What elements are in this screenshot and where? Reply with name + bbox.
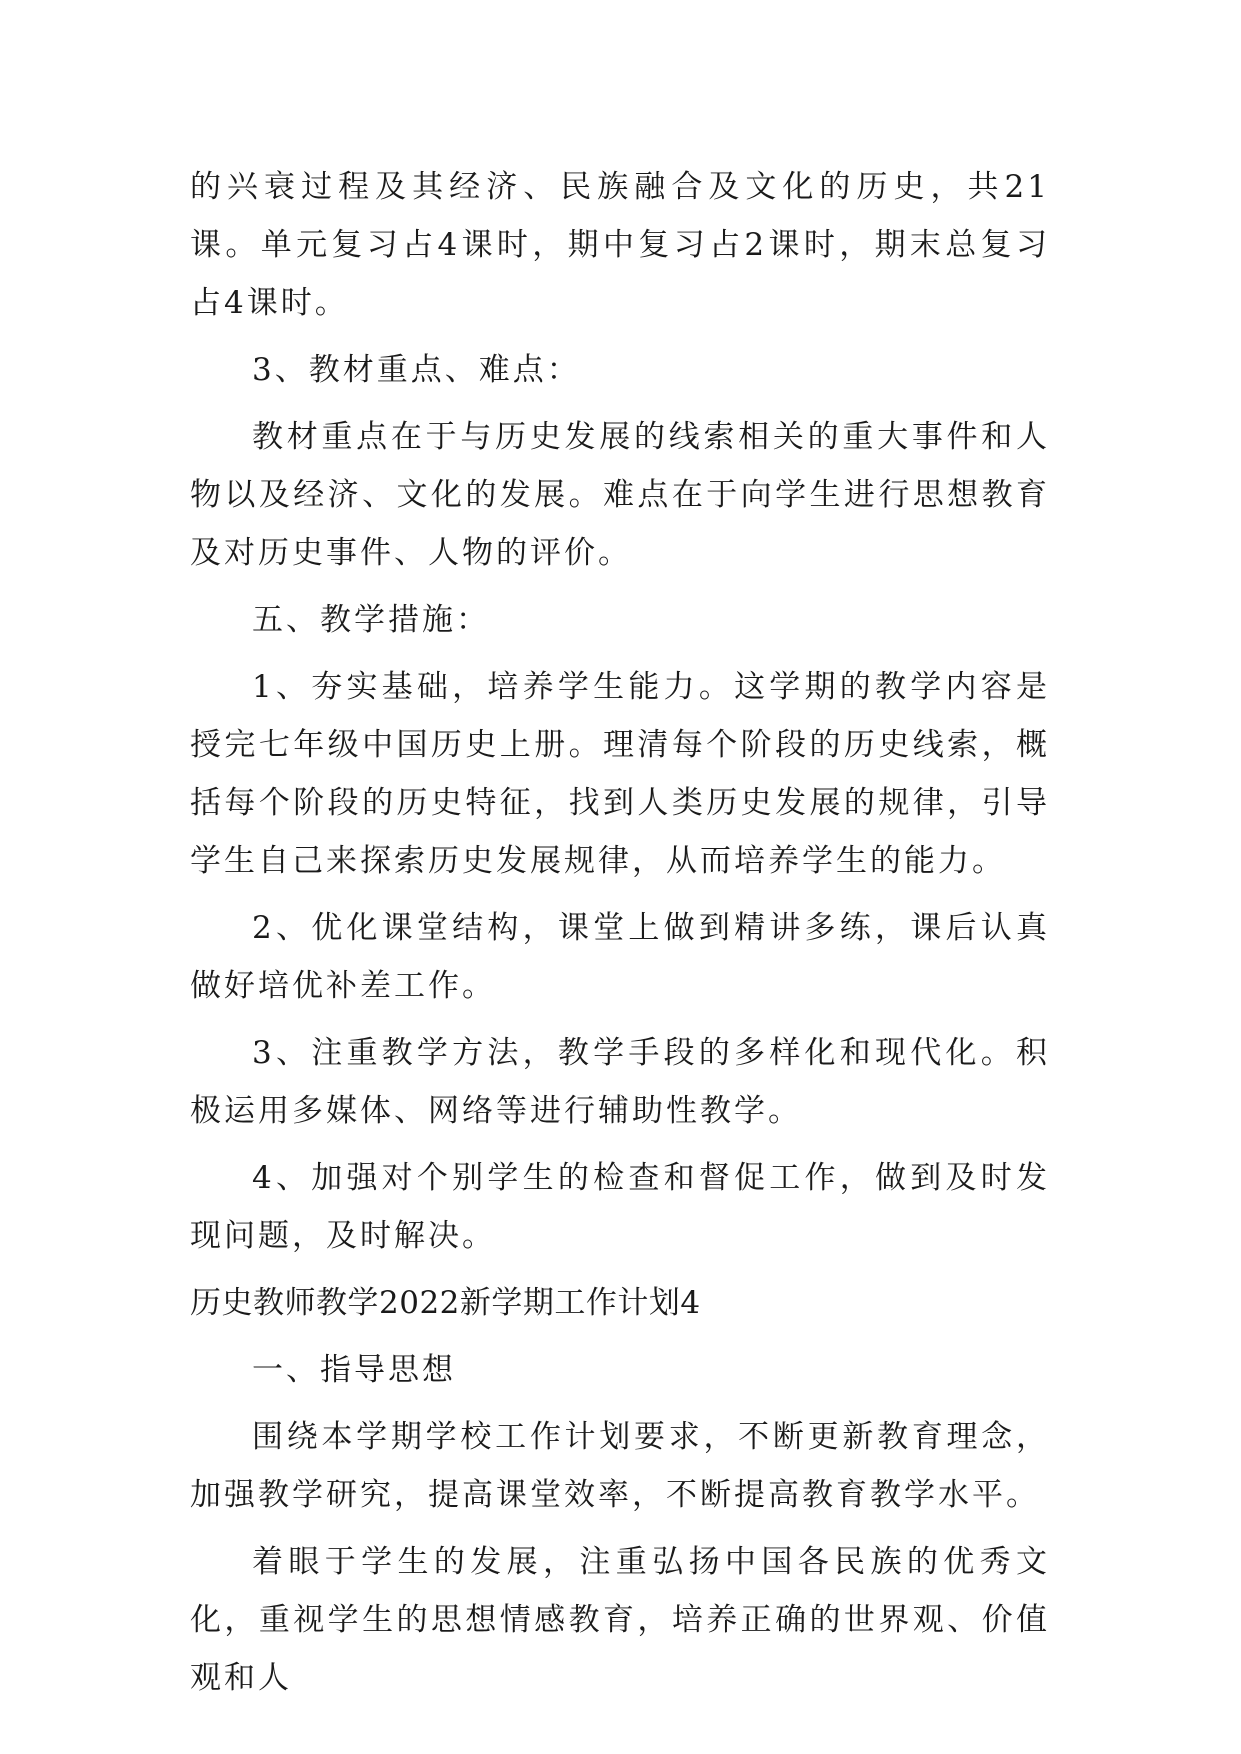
paragraph-measure-2: 2、优化课堂结构，课堂上做到精讲多练，课后认真做好培优补差工作。 xyxy=(190,910,1050,1004)
paragraph-key-points: 教材重点在于与历史发展的线索相关的重大事件和人物以及经济、文化的发展。难点在于向学生进行思想教育及对历史事件、人物的评价。 xyxy=(190,419,1050,571)
paragraph-guiding-2: 着眼于学生的发展，注重弘扬中国各民族的优秀文化，重视学生的思想情感教育，培养正确的世界观、价值观和人 xyxy=(190,1544,1050,1696)
paragraph-measures-heading: 五、教学措施： xyxy=(252,602,490,638)
section-title: 历史教师教学2022新学期工作计划4 xyxy=(190,1285,701,1321)
paragraph-key-points-heading: 3、教材重点、难点： xyxy=(252,352,581,388)
paragraph-course-overview: 的兴衰过程及其经济、民族融合及文化的历史，共21课。单元复习占4课时，期中复习占2课时，期末总复习占4课时。 xyxy=(190,169,1050,321)
paragraph-measure-3: 3、注重教学方法，教学手段的多样化和现代化。积极运用多媒体、网络等进行辅助性教学。 xyxy=(190,1035,1050,1129)
paragraph-guiding-1: 围绕本学期学校工作计划要求，不断更新教育理念，加强教学研究，提高课堂效率，不断提高教育教学水平。 xyxy=(190,1419,1050,1513)
paragraph-measure-4: 4、加强对个别学生的检查和督促工作，做到及时发现问题，及时解决。 xyxy=(190,1160,1050,1254)
paragraph-measure-1: 1、夯实基础，培养学生能力。这学期的教学内容是授完七年级中国历史上册。理清每个阶段的历史线索，概括每个阶段的历史特征，找到人类历史发展的规律，引导学生自己来探索历史发展规律，从而培养学生的能力。 xyxy=(190,669,1050,879)
paragraph-guiding-heading: 一、指导思想 xyxy=(252,1352,456,1388)
document-page xyxy=(190,158,1050,1716)
